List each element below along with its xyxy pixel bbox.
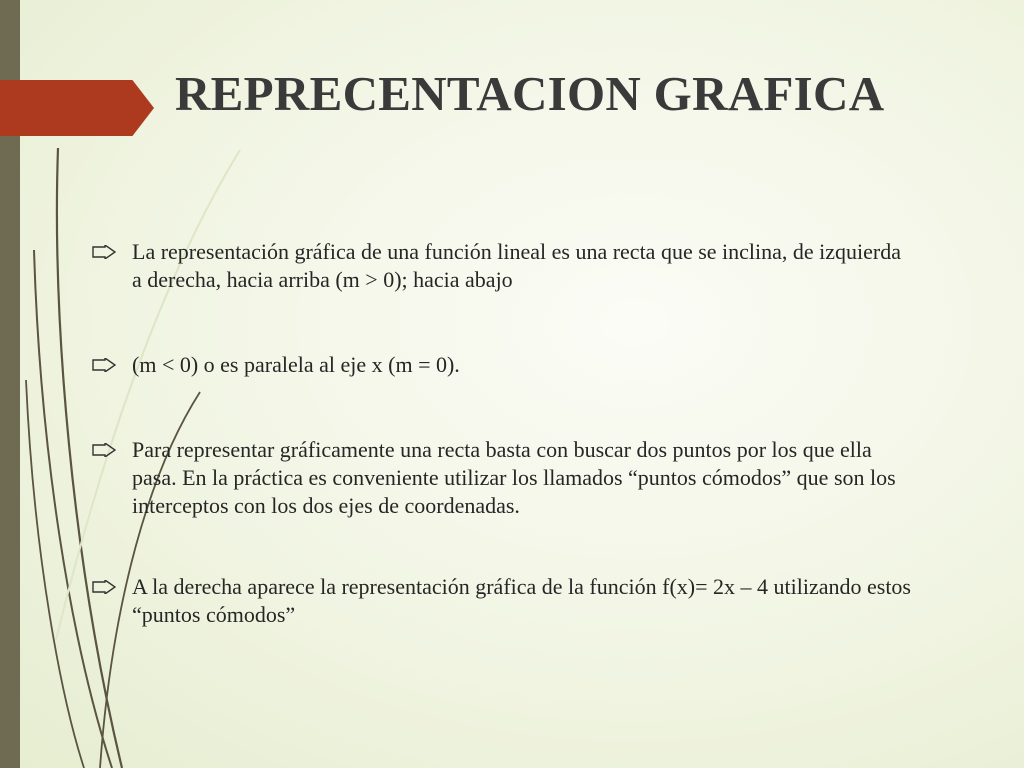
marker-arrow-icon (92, 245, 116, 259)
bullet-item (92, 436, 912, 520)
bullet-text: La representación gráfica de una función lineal es una recta que se inclina, de izquierda a derecha, hacia arriba (m > 0); hacia abajo (132, 239, 902, 292)
bullet-text: Para representar gráficamente una recta basta con buscar dos puntos por los que ella pasa. En la práctica es conveniente utilizar los llamados “puntos cómodos” que son los interceptos con los dos ejes de coordenadas. (132, 437, 896, 518)
title-arrow-shape (0, 80, 154, 136)
bullet-item (92, 351, 912, 379)
slide-title: REPRECENTACION GRAFICA (175, 66, 885, 121)
bullet-text: A la derecha aparece la representación gráfica de la función f(x)= 2x – 4 utilizando estos “puntos cómodos” (132, 574, 911, 627)
marker-arrow-icon (92, 443, 116, 457)
bullet-list (92, 238, 912, 629)
marker-arrow-icon (92, 358, 116, 372)
bullet-text: (m < 0) o es paralela al eje x (m = 0). (132, 352, 460, 377)
bullet-item (92, 238, 912, 294)
marker-arrow-icon (92, 580, 116, 594)
bullet-item (92, 573, 912, 629)
